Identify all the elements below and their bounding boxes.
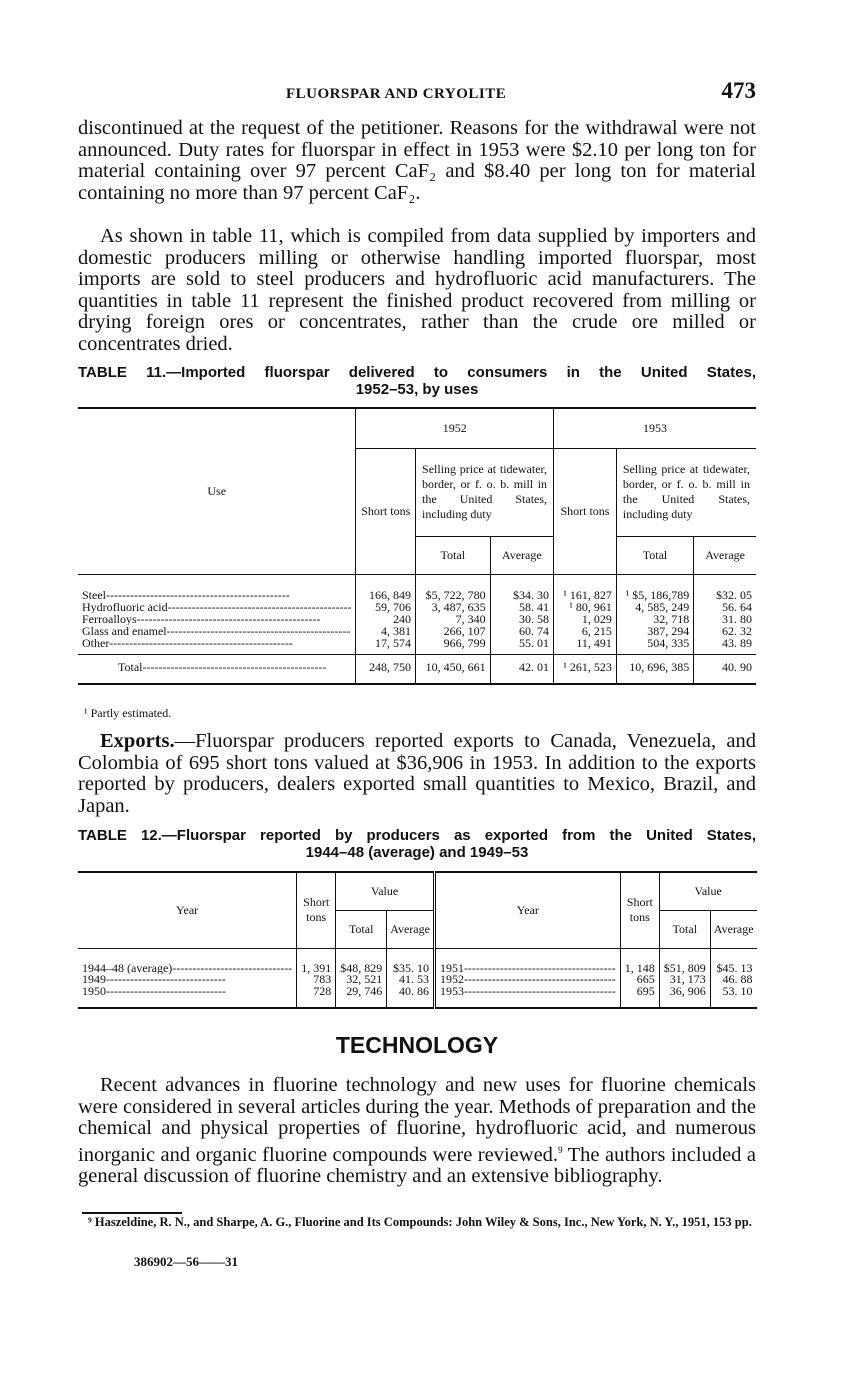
cell: 29, 746 <box>336 986 387 1009</box>
row-label: Other <box>82 637 110 650</box>
table11-caption-line2: 1952–53, by uses <box>355 381 479 398</box>
cell: $45. 13 <box>710 948 756 974</box>
page-header <box>78 78 756 110</box>
cell: 1, 391 <box>297 948 336 974</box>
cell: 665 <box>620 974 659 986</box>
cell: $5, 722, 780 <box>416 574 491 601</box>
cell: 504, 335 <box>616 637 693 654</box>
table11-header-selling-price-1953: Selling price at tidewater, border, or f. o. b. mill in the United States, including duty <box>616 448 756 536</box>
cell: 695 <box>620 986 659 1009</box>
table11-caption <box>78 364 756 398</box>
cell: 40. 86 <box>387 986 435 1009</box>
cell: 3, 487, 635 <box>416 601 491 613</box>
print-code: 386902—56——31 <box>134 1254 238 1269</box>
technology-text-tail: The authors included a general discussion of fluorine chemistry and an extensive bibliography. <box>78 1143 756 1187</box>
cell: ¹ $5, 186,789 <box>616 574 693 601</box>
table11-header-short-tons-1953: Short tons <box>554 448 617 574</box>
row-label: 1950 <box>82 985 106 997</box>
cell: 46. 88 <box>710 974 756 986</box>
table12-header-year-left: Year <box>78 872 297 948</box>
table11-header-selling-price-1952: Selling price at tidewater, border, or f. o. b. mill in the United States, including duty <box>416 448 554 536</box>
cell: 41. 53 <box>387 974 435 986</box>
cell: 36, 906 <box>659 986 710 1009</box>
cell: 53. 10 <box>710 986 756 1009</box>
paragraph-exports <box>78 731 756 817</box>
cell: 240 <box>356 613 416 625</box>
cell: 43. 89 <box>694 637 756 654</box>
cell: ¹ 80, 961 <box>554 601 617 613</box>
cell: 966, 799 <box>416 637 491 654</box>
cell: 10, 450, 661 <box>416 654 491 684</box>
cell: 4, 381 <box>356 625 416 637</box>
paragraph-imports-uses: As shown in table 11, which is compiled from data supplied by importers and domestic producers milling or otherwise handling imported fluorspar, most imports are sold to steel producers and hydrofluoric acid manufacturers. The quantities in table 11 represent the finished product recovered from milling or drying foreign ores or concentrates, rather than the crude ore milled or concentrates dried. <box>78 225 756 355</box>
table11-header-total-1953: Total <box>616 536 693 574</box>
section-heading-technology: TECHNOLOGY <box>335 1032 499 1058</box>
cell: 11, 491 <box>554 637 617 654</box>
cell: 4, 585, 249 <box>616 601 693 613</box>
table12-header-total-left: Total <box>336 910 387 948</box>
cell: 728 <box>297 986 336 1009</box>
row-label: Total <box>118 660 143 673</box>
table-row: 1949------------------------------ 783 32, 521 41. 53 1952-------------------------------------- 665 31, 173 46. 88 <box>78 974 757 986</box>
table12-header-average-right: Average <box>710 910 756 948</box>
cell: $34. 30 <box>490 574 553 601</box>
table11 <box>78 407 756 685</box>
row-label: 1944–48 (average) <box>82 962 173 974</box>
cell: ¹ 261, 523 <box>554 654 617 684</box>
table11-header-total-1952: Total <box>416 536 491 574</box>
exports-text: —Fluorspar producers reported exports to Canada, Venezuela, and Colombia of 695 short tons valued at $36,906 in 1953. In addition to the exports reported by producers, dealers exported small quantities to Mexico, Brazil, and Japan. <box>78 730 756 817</box>
cell: 783 <box>297 974 336 986</box>
cell: $48, 829 <box>336 948 387 974</box>
table11-header-1953: 1953 <box>554 408 756 448</box>
table11-header-short-tons-1952: Short tons <box>356 448 416 574</box>
table12-header-year-right: Year <box>434 872 620 948</box>
cell: 266, 107 <box>416 625 491 637</box>
cell: 59, 706 <box>356 601 416 613</box>
cell: 31. 80 <box>694 613 756 625</box>
table-row: Glass and enamel---------------------------------------------- 4, 381 266, 107 60. 74 6, 215 387, 294 62. 32 <box>78 625 756 637</box>
table-row: Ferroalloys---------------------------------------------- 240 7, 340 30. 58 1, 029 32, 718 31. 80 <box>78 613 756 625</box>
row-label: 1953 <box>439 985 464 997</box>
cell: 248, 750 <box>356 654 416 684</box>
cell: 17, 574 <box>356 637 416 654</box>
cell: 40. 90 <box>694 654 756 684</box>
cell: 32, 718 <box>616 613 693 625</box>
row-label: 1951 <box>439 962 464 974</box>
cell: 10, 696, 385 <box>616 654 693 684</box>
table11-header-average-1952: Average <box>490 536 553 574</box>
footnote-9: ⁹ Haszeldine, R. N., and Sharpe, A. G., Fluorine and Its Compounds: John Wiley & Sons, Inc., New York, N. Y., 1951, 153 pp. <box>88 1215 752 1229</box>
exports-run-in-heading: Exports. <box>100 730 175 752</box>
footnote-reference: 9 <box>558 1144 563 1155</box>
table12-header-total-right: Total <box>659 910 710 948</box>
row-label: Hydrofluoric acid <box>82 600 168 613</box>
cell: 166, 849 <box>356 574 416 601</box>
cell: 1, 148 <box>620 948 659 974</box>
cell: $51, 809 <box>659 948 710 974</box>
table12-header-short-tons-left: Short tons <box>297 872 336 948</box>
paragraph-technology <box>78 1075 756 1187</box>
cell: $35. 10 <box>387 948 435 974</box>
row-label: 1949 <box>82 974 106 986</box>
footnote-rule <box>82 1212 182 1214</box>
table12-header-value-right: Value <box>659 872 756 910</box>
cell: ¹ 161, 827 <box>554 574 617 601</box>
table12 <box>78 871 757 1009</box>
table-row: 1944–48 (average)------------------------------ 1, 391 $48, 829 $35. 10 1951-------------------------------------- 1, 148 $51, 809 $45. 13 <box>78 948 757 974</box>
table12-caption-line2: 1944–48 (average) and 1949–53 <box>305 844 529 861</box>
table-row: Hydrofluoric acid---------------------------------------------- 59, 706 3, 487, 635 58. 41 ¹ 80, 961 4, 585, 249 56. 64 <box>78 601 756 613</box>
cell: 387, 294 <box>616 625 693 637</box>
row-label: Steel <box>82 588 106 601</box>
cell: 32, 521 <box>336 974 387 986</box>
cell: 31, 173 <box>659 974 710 986</box>
table11-total-row: Total---------------------------------------------- 248, 750 10, 450, 661 42. 01 ¹ 261, 523 10, 696, 385 40. 90 <box>78 654 756 684</box>
table12-caption <box>78 827 756 861</box>
table12-header-short-tons-right: Short tons <box>620 872 659 948</box>
table-row: 1950------------------------------ 728 29, 746 40. 86 1953-------------------------------------- 695 36, 906 53. 10 <box>78 986 757 1009</box>
cell: $32. 05 <box>694 574 756 601</box>
table11-header-use: Use <box>78 408 356 574</box>
cell: 58. 41 <box>490 601 553 613</box>
cell: 1, 029 <box>554 613 617 625</box>
table11-footnote: ¹ Partly estimated. <box>84 706 172 720</box>
row-label: 1952 <box>439 974 464 986</box>
table-row: Other---------------------------------------------- 17, 574 966, 799 55. 01 11, 491 504, 335 43. 89 <box>78 637 756 654</box>
cell: 30. 58 <box>490 613 553 625</box>
cell: 6, 215 <box>554 625 617 637</box>
cell: 62. 32 <box>694 625 756 637</box>
cell: 42. 01 <box>490 654 553 684</box>
page-number: 473 <box>721 78 756 103</box>
table12-header-average-left: Average <box>387 910 435 948</box>
table-row: Steel---------------------------------------------- 166, 849 $5, 722, 780 $34. 30 ¹ 161, 827 ¹ $5, 186,789 $32. 05 <box>78 574 756 601</box>
running-title: FLUORSPAR AND CRYOLITE <box>286 86 507 102</box>
table12-caption-line1: TABLE 12.—Fluorspar reported by producers as exported from the United States, <box>78 827 756 844</box>
cell: 60. 74 <box>490 625 553 637</box>
row-label: Ferroalloys <box>82 612 137 626</box>
table12-header-value-left: Value <box>336 872 435 910</box>
table11-caption-line1: TABLE 11.—Imported fluorspar delivered to consumers in the United States, <box>78 364 756 381</box>
paragraph-duty-rates: discontinued at the request of the petitioner. Reasons for the withdrawal were not announced. Duty rates for fluorspar in effect in 1953 were $2.10 per long ton for material containing over 97 percent CaF₂ and $8.40 per long ton for material containing no more than 97 percent CaF₂. <box>78 117 756 204</box>
table11-header-average-1953: Average <box>694 536 756 574</box>
cell: 56. 64 <box>694 601 756 613</box>
technology-text: Recent advances in fluorine technology and new uses for fluorine chemicals were considered in several articles during the year. Methods of preparation and the chemical and physical properties of fluorine, hydrofluoric acid, and numerous inorganic and organic fluorine compounds were reviewed. <box>78 1074 756 1166</box>
row-label: Glass and enamel <box>82 625 167 638</box>
cell: 55. 01 <box>490 637 553 654</box>
table11-header-1952: 1952 <box>356 408 554 448</box>
cell: 7, 340 <box>416 613 491 625</box>
